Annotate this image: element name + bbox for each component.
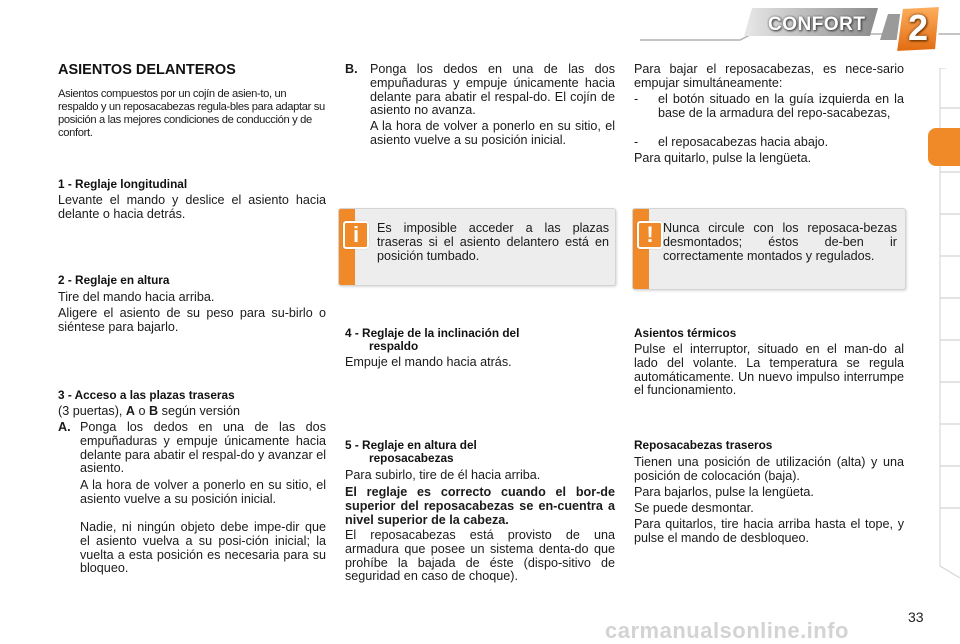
text-height-1: Tire del mando hacia arriba.	[58, 290, 215, 304]
heading-headrest-height-l1: 5 - Reglaje en altura del	[345, 438, 477, 452]
text-lower-headrest: Para bajar el reposacabezas, es nece-sario empujar simultáneamente:	[634, 62, 904, 90]
heading-rear-access: 3 - Acceso a las plazas traseras	[58, 388, 235, 402]
heading-rear-headrests: Reposacabezas traseros	[634, 438, 773, 452]
chapter-title: CONFORT	[768, 14, 866, 35]
heading-backrest-tilt-l2: respaldo	[369, 339, 419, 353]
bullet-1: -	[634, 92, 639, 106]
intro-text: Asientos compuestos por un cojín de asien-to, un respaldo y un reposacabezas regula-bles para adaptar su posición a las mejores condiciones de conducción y de confort.	[58, 88, 325, 139]
heading-longitudinal: 1 - Reglaje longitudinal	[58, 177, 188, 191]
warning-note-text: Nunca circule con los reposaca-bezas desmontados; éstos de-ben ir correctamente montados y regulados.	[663, 221, 897, 263]
text-rear-headrests-2: Para bajarlos, pulse la lengüeta.	[634, 485, 814, 499]
text-version-a-2: A la hora de volver a ponerlo en su sitio, el asiento vuelve a su posición inicial.	[80, 478, 326, 506]
text-heated-seats: Pulse el interruptor, situado en el man-do al lado del volante. La temperatura se regula automáticamente. Un nuevo impulso interrumpe el funcionamiento.	[634, 342, 904, 398]
warning-icon: !	[637, 221, 663, 249]
text-version-a-3: Nadie, ni ningún objeto debe impe-dir que el asiento vuelva a su posi-ción inicial; la vuelta a esta posición es necesaria para su bloqueo.	[80, 520, 326, 576]
text-version-a-1: Ponga los dedos en una de las dos empuñaduras y empuje únicamente hacia delante para abatir el respal-do y avanzar el asiento.	[80, 420, 326, 476]
label-version-a: A.	[58, 420, 71, 434]
text-headrest-correct: El reglaje es correcto cuando el bor-de superior del reposacabezas se en-cuentra a nivel superior de la cabeza.	[345, 485, 615, 527]
text-longitudinal: Levante el mando y deslice el asiento hacia delante o hacia detrás.	[58, 193, 326, 221]
text-rear-headrests-1: Tienen una posición de utilización (alta) y una posición de colocación (baja).	[634, 455, 904, 483]
watermark: carmanualsonline.info	[605, 618, 849, 643]
text-rear-headrests-4: Para quitarlos, tire hacia arriba hasta el tope, y pulse el mando de desbloqueo.	[634, 517, 904, 545]
text-bullet-2: el reposacabezas hacia abajo.	[658, 135, 829, 149]
text-rear-access-version: (3 puertas), A o B según versión	[58, 404, 241, 418]
text-rear-headrests-3: Se puede desmontar.	[634, 501, 754, 515]
warning-note	[632, 208, 906, 290]
text-backrest-tilt: Empuje el mando hacia atrás.	[345, 355, 512, 369]
text-remove-headrest: Para quitarlo, pulse la lengüeta.	[634, 151, 812, 165]
heading-heated-seats: Asientos térmicos	[634, 326, 737, 340]
info-note-text: Es imposible acceder a las plazas traseras si el asiento delantero está en posición tumbado.	[377, 221, 609, 263]
heading-backrest-tilt-l1: 4 - Reglaje de la inclinación del	[345, 326, 520, 340]
text-version-b-2: A la hora de volver a ponerlo en su sitio, el asiento vuelve a su posición inicial.	[370, 119, 615, 147]
text-headrest-raise: Para subirlo, tire de él hacia arriba.	[345, 468, 541, 482]
info-icon: i	[343, 221, 369, 249]
chapter-number: 2	[907, 7, 929, 48]
section-title: ASIENTOS DELANTEROS	[58, 62, 236, 78]
text-version-b-1: Ponga los dedos en una de las dos empuñaduras y empuje únicamente hacia delante para abatir el respal-do. El cojín de asiento no avanza.	[370, 62, 615, 118]
text-height-2: Aligere el asiento de su peso para su-birlo o siéntese para bajarlo.	[58, 306, 326, 334]
side-tab-active[interactable]	[928, 128, 960, 166]
info-note	[338, 208, 616, 286]
page-number: 33	[908, 609, 924, 625]
text-bullet-1: el botón situado en la guía izquierda en la base de la armadura del repo-sacabezas,	[658, 92, 904, 120]
heading-headrest-height-l2: reposacabezas	[369, 451, 454, 465]
text-headrest-armature: El reposacabezas está provisto de una armadura que posee un sistema denta-do que prohíbe la bajada de éste (dispo-sitivo de seguridad en caso de choque).	[345, 528, 615, 584]
label-version-b: B.	[345, 62, 358, 76]
bullet-2: -	[634, 135, 639, 149]
heading-height: 2 - Reglaje en altura	[58, 273, 170, 287]
